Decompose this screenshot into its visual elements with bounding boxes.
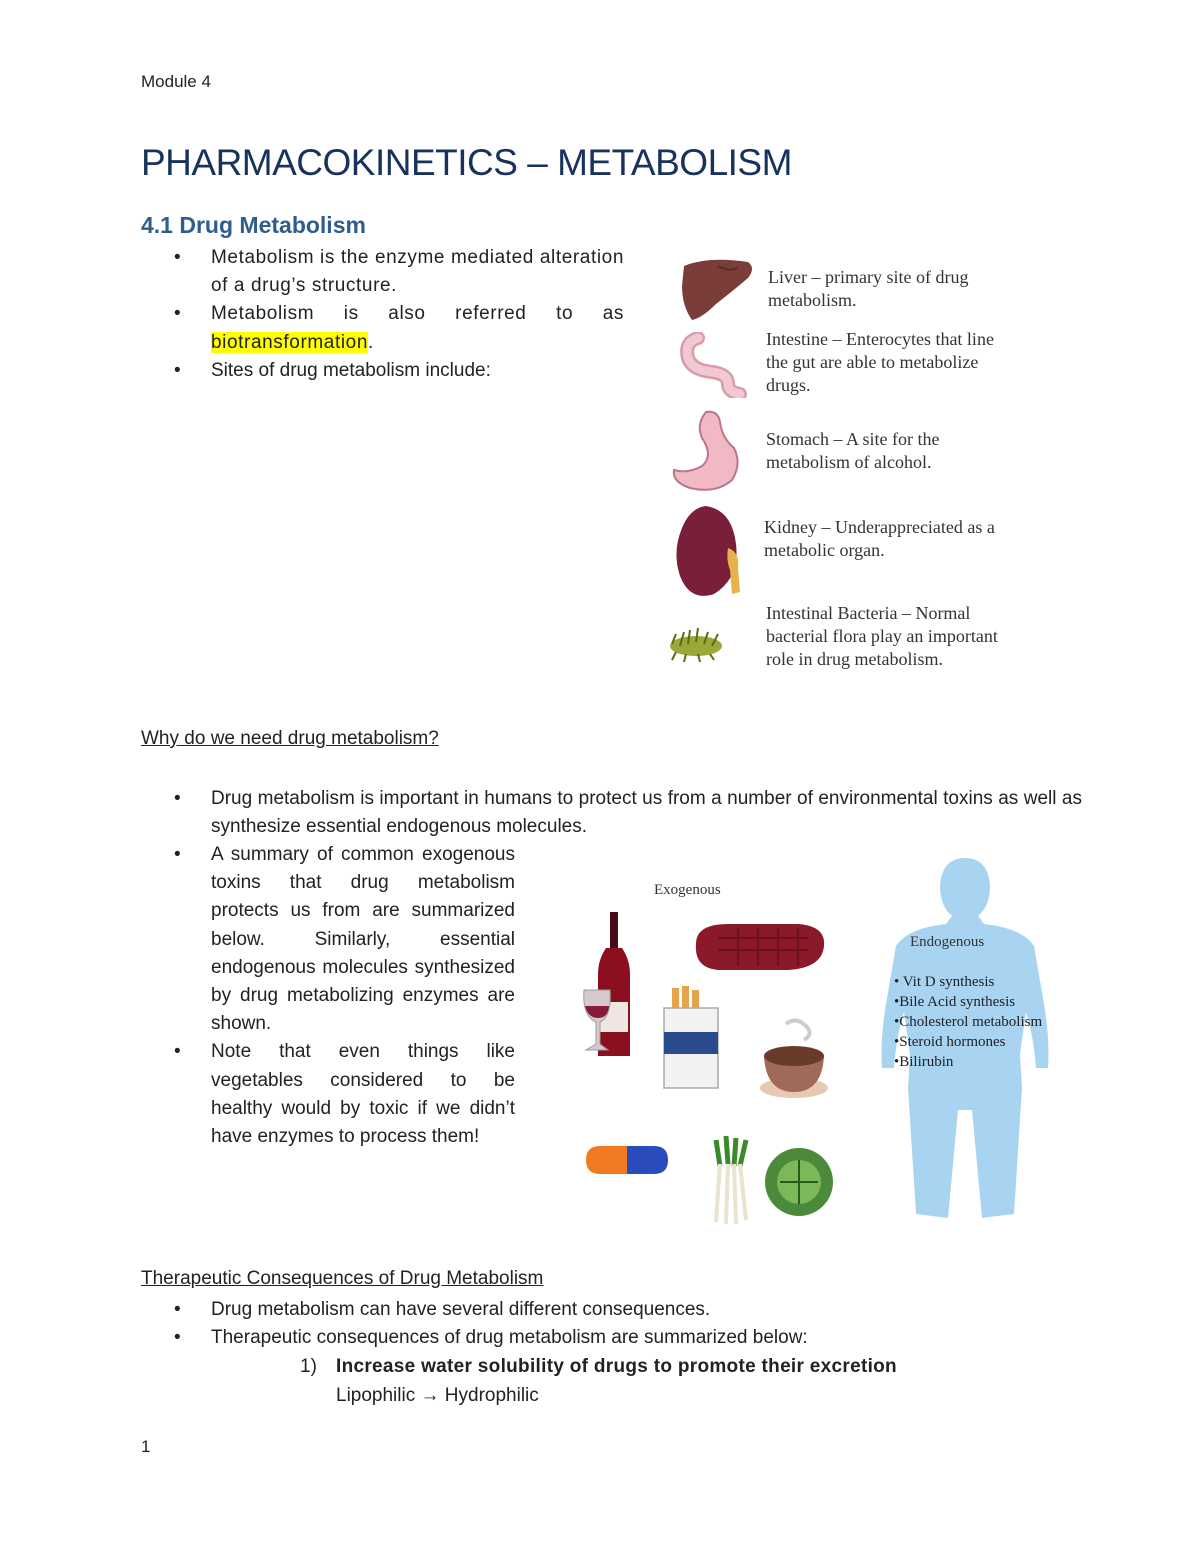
endogenous-item: • Vit D synthesis [894, 974, 995, 990]
liver-caption [768, 266, 968, 312]
endogenous-item: •Cholesterol metabolism [894, 1014, 1043, 1030]
stomach-icon [668, 408, 748, 494]
hydrophilic-label: Hydrophilic [444, 1385, 539, 1406]
numbered-item-1 [300, 1352, 897, 1410]
therapeutic-bullet-1 [141, 1296, 1082, 1324]
page-title: PHARMACOKINETICS – METABOLISM [141, 142, 792, 183]
meat-icon [688, 918, 828, 974]
intro-bullet-2-period: . [368, 331, 374, 353]
intro-bullet-list [141, 244, 624, 385]
why-bullet-2-text: A summary of common exogenous toxins that drug metabolism protects us from are summarized below. Similarly, essential endogenous molecules synthesized by drug metabolizing enzymes are shown. [211, 844, 515, 1035]
cigarettes-icon [660, 986, 722, 1090]
intro-bullet-1-text: Metabolism is the enzyme mediated alteration of a drug’s structure. [211, 247, 624, 297]
therapeutic-bullet-list [141, 1296, 1082, 1352]
stomach-caption-line: Stomach – A site for the [766, 429, 940, 449]
organ-figure [660, 250, 1080, 680]
why-bullet-3 [141, 1038, 515, 1151]
why-bullet-list-1 [141, 785, 1082, 841]
liver-icon [678, 256, 758, 324]
item-number: 1) [300, 1356, 317, 1377]
endogenous-item: •Bilirubin [894, 1054, 954, 1070]
numbered-item-line [300, 1352, 897, 1381]
intro-bullet-2 [141, 300, 624, 356]
kidney-caption-line: metabolic organ. [764, 540, 885, 560]
bacteria-caption-line: Intestinal Bacteria – Normal [766, 603, 971, 623]
stomach-caption-line: metabolism of alcohol. [766, 452, 932, 472]
kidney-caption [764, 516, 995, 562]
page-number: 1 [141, 1437, 151, 1456]
why-bullet-1 [141, 785, 1082, 841]
endogenous-item: •Bile Acid synthesis [894, 994, 1016, 1010]
intro-bullet-3-text: Sites of drug metabolism include: [211, 359, 491, 381]
bacteria-caption-line: bacterial flora play an important [766, 626, 998, 646]
bacteria-caption-line: role in drug metabolism. [766, 649, 943, 669]
therapeutic-heading: Therapeutic Consequences of Drug Metabolism [141, 1268, 544, 1289]
intestine-caption-line: drugs. [766, 375, 811, 395]
liver-caption-line: Liver – primary site of drug [768, 267, 969, 287]
leek-vegetable-icon [708, 1136, 758, 1230]
intro-bullet-2-text: Metabolism is also referred to as [211, 303, 624, 325]
stomach-caption [766, 428, 939, 474]
bacteria-caption [766, 602, 998, 671]
kidney-icon [670, 504, 750, 600]
exogenous-label: Exogenous [654, 882, 721, 898]
numbered-item-subline [300, 1381, 897, 1410]
toxins-figure [570, 850, 1090, 1230]
why-bullet-list-2 [141, 841, 515, 1151]
why-bullet-1-text: Drug metabolism is important in humans to protect us from a number of environmental toxins as well as synthesize essential endogenous molecules. [211, 788, 1082, 838]
page-header: Module 4 [141, 72, 211, 91]
coffee-cup-icon [756, 1016, 832, 1102]
biotransformation-highlight: biotransformation [211, 331, 368, 353]
intestine-caption-line: Intestine – Enterocytes that line [766, 329, 994, 349]
item-bold-text: Increase water solubility of drugs to promote their excretion [336, 1356, 897, 1377]
wine-bottle-icon [578, 910, 638, 1060]
therapeutic-bullet-2 [141, 1324, 1082, 1352]
intestine-caption-line: the gut are able to metabolize [766, 352, 979, 372]
intestine-icon [678, 332, 748, 398]
lipophilic-label: Lipophilic [336, 1385, 416, 1406]
intro-bullet-1 [141, 244, 624, 300]
why-bullet-2 [141, 841, 515, 1038]
cabbage-icon [762, 1142, 836, 1222]
kidney-caption-line: Kidney – Underappreciated as a [764, 517, 995, 537]
endogenous-item: •Steroid hormones [894, 1034, 1006, 1050]
liver-caption-line: metabolism. [768, 290, 857, 310]
endogenous-list [894, 972, 1042, 1072]
endogenous-label: Endogenous [910, 934, 985, 950]
why-heading: Why do we need drug metabolism? [141, 728, 439, 749]
therapeutic-bullet-2-text: Therapeutic consequences of drug metabolism are summarized below: [211, 1327, 808, 1349]
why-bullet-3-text: Note that even things like vegetables considered to be healthy would by toxic if we didn’t have enzymes to process them! [211, 1041, 515, 1148]
intestine-caption [766, 328, 994, 397]
therapeutic-bullet-1-text: Drug metabolism can have several different consequences. [211, 1299, 711, 1320]
right-arrow-icon: → [420, 1385, 440, 1406]
pill-capsule-icon [584, 1144, 670, 1176]
section-heading: 4.1 Drug Metabolism [141, 212, 366, 238]
bacteria-icon [666, 626, 726, 664]
intro-bullet-3 [141, 357, 624, 385]
